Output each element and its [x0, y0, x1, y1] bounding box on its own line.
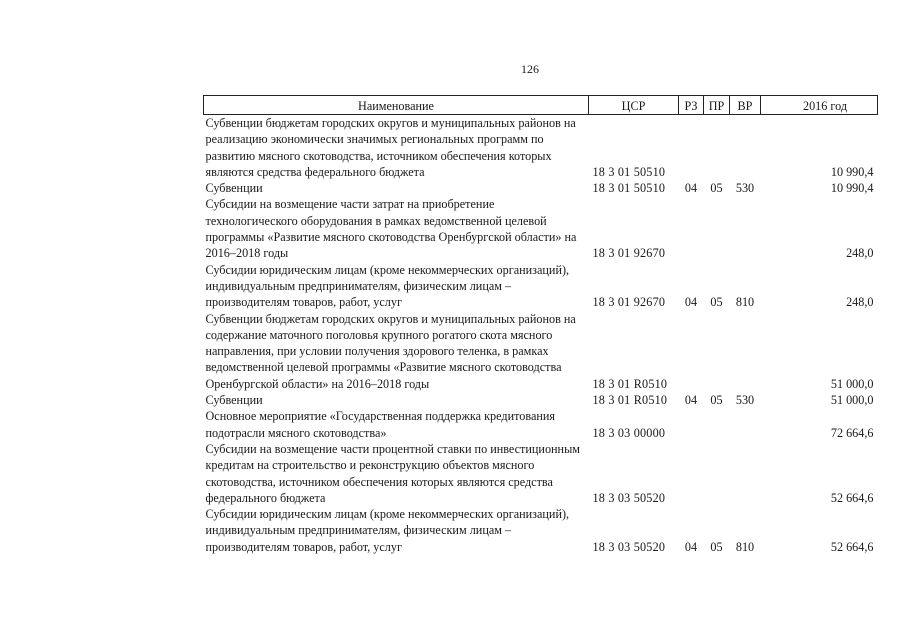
row-name: Субвенции [205, 181, 263, 196]
row-csr: 18 3 03 50520 [592, 539, 666, 554]
row-pr [704, 311, 730, 392]
row-rz: 04 [684, 539, 698, 554]
row-rz [679, 441, 704, 506]
header-vr: ВР [730, 96, 761, 115]
header-csr: ЦСР [589, 96, 679, 115]
row-pr [704, 408, 730, 441]
row-rz: 04 [684, 181, 698, 196]
row-vr [730, 115, 761, 181]
row-name: Субвенции бюджетам городских округов и муниципальных районов на содержание маточного поголовья крупного рогатого скота мясного направления, при условии получения здорового теленка, в рамках ведомственной целевой программы «Развитие мясного скотоводства Оренбургской области» на 2016–2018 годы [205, 311, 576, 391]
table-row [204, 392, 878, 408]
row-pr [704, 196, 730, 261]
row-name: Субсидии на возмещение части затрат на приобретение технологического оборудования в рамках ведомственной целевой программы «Развитие мясного скотоводства Оренбургской области» на 2016–2018 годы [205, 197, 577, 261]
header-year: 2016 год [761, 96, 878, 115]
header-pr: ПР [704, 96, 730, 115]
table-header [204, 96, 878, 115]
row-rz: 04 [684, 393, 698, 408]
row-amount: 10 990,4 [830, 181, 874, 196]
row-pr: 05 [710, 181, 723, 196]
row-rz [679, 115, 704, 181]
row-amount: 10 990,4 [830, 164, 874, 179]
row-name: Субвенции бюджетам городских округов и муниципальных районов на реализацию экономически значимых региональных программ по развитию мясного скотоводства, источником обеспечения которых являются средства федерального бюджета [205, 116, 576, 179]
row-csr: 18 3 01 92670 [592, 295, 666, 310]
row-rz [679, 408, 704, 441]
table-row [204, 506, 878, 555]
table-body [204, 115, 878, 556]
table-row [204, 311, 878, 392]
header-row [204, 96, 878, 115]
table-row [204, 180, 878, 196]
table-row [204, 115, 878, 181]
row-pr: 05 [710, 539, 723, 554]
header-rz: РЗ [679, 96, 704, 115]
row-amount: 52 664,6 [830, 490, 874, 505]
table-row [204, 196, 878, 261]
row-pr [704, 115, 730, 181]
row-vr: 530 [735, 181, 755, 196]
row-name: Субсидии на возмещение части процентной ставки по инвестиционным кредитам на строительство и реконструкцию объектов мясного скотоводства, источником обеспечения которых являются средства федерального бюджета [205, 441, 580, 505]
row-csr: 18 3 01 50510 [592, 164, 666, 179]
row-csr: 18 3 01 92670 [592, 246, 666, 261]
row-vr [730, 196, 761, 261]
row-csr: 18 3 01 R0510 [592, 376, 668, 391]
row-vr [730, 311, 761, 392]
row-csr: 18 3 01 R0510 [592, 393, 668, 408]
row-vr: 530 [735, 393, 755, 408]
row-amount: 72 664,6 [830, 425, 874, 440]
page-number: 126 [521, 62, 539, 76]
row-vr [730, 408, 761, 441]
row-vr [730, 441, 761, 506]
header-name: Наименование [204, 96, 589, 115]
row-pr [704, 441, 730, 506]
row-rz [679, 311, 704, 392]
row-amount: 51 000,0 [830, 393, 874, 408]
row-name: Субсидии юридическим лицам (кроме некоммерческих организаций), индивидуальным предпринимателям, физическим лицам – производителям товаров, работ, услуг [205, 507, 570, 554]
row-name: Субсидии юридическим лицам (кроме некоммерческих организаций), индивидуальным предпринимателям, физическим лицам – производителям товаров, работ, услуг [205, 262, 570, 310]
row-rz: 04 [684, 295, 698, 310]
row-amount: 51 000,0 [830, 376, 874, 391]
row-pr: 05 [710, 393, 723, 408]
row-vr: 810 [735, 295, 755, 310]
table-row [204, 441, 878, 506]
row-csr: 18 3 01 50510 [592, 181, 666, 196]
row-name: Основное мероприятие «Государственная поддержка кредитования подотрасли мясного скотоводства» [205, 409, 556, 440]
row-csr: 18 3 03 00000 [592, 425, 666, 440]
row-amount: 248,0 [846, 246, 874, 261]
row-pr: 05 [710, 295, 723, 310]
row-csr: 18 3 03 50520 [592, 490, 666, 505]
table-row [204, 262, 878, 311]
row-amount: 248,0 [846, 295, 874, 310]
table-row [204, 408, 878, 441]
row-rz [679, 196, 704, 261]
row-name: Субвенции [205, 393, 263, 408]
row-amount: 52 664,6 [830, 539, 874, 554]
budget-table [203, 95, 878, 555]
row-vr: 810 [735, 539, 755, 554]
